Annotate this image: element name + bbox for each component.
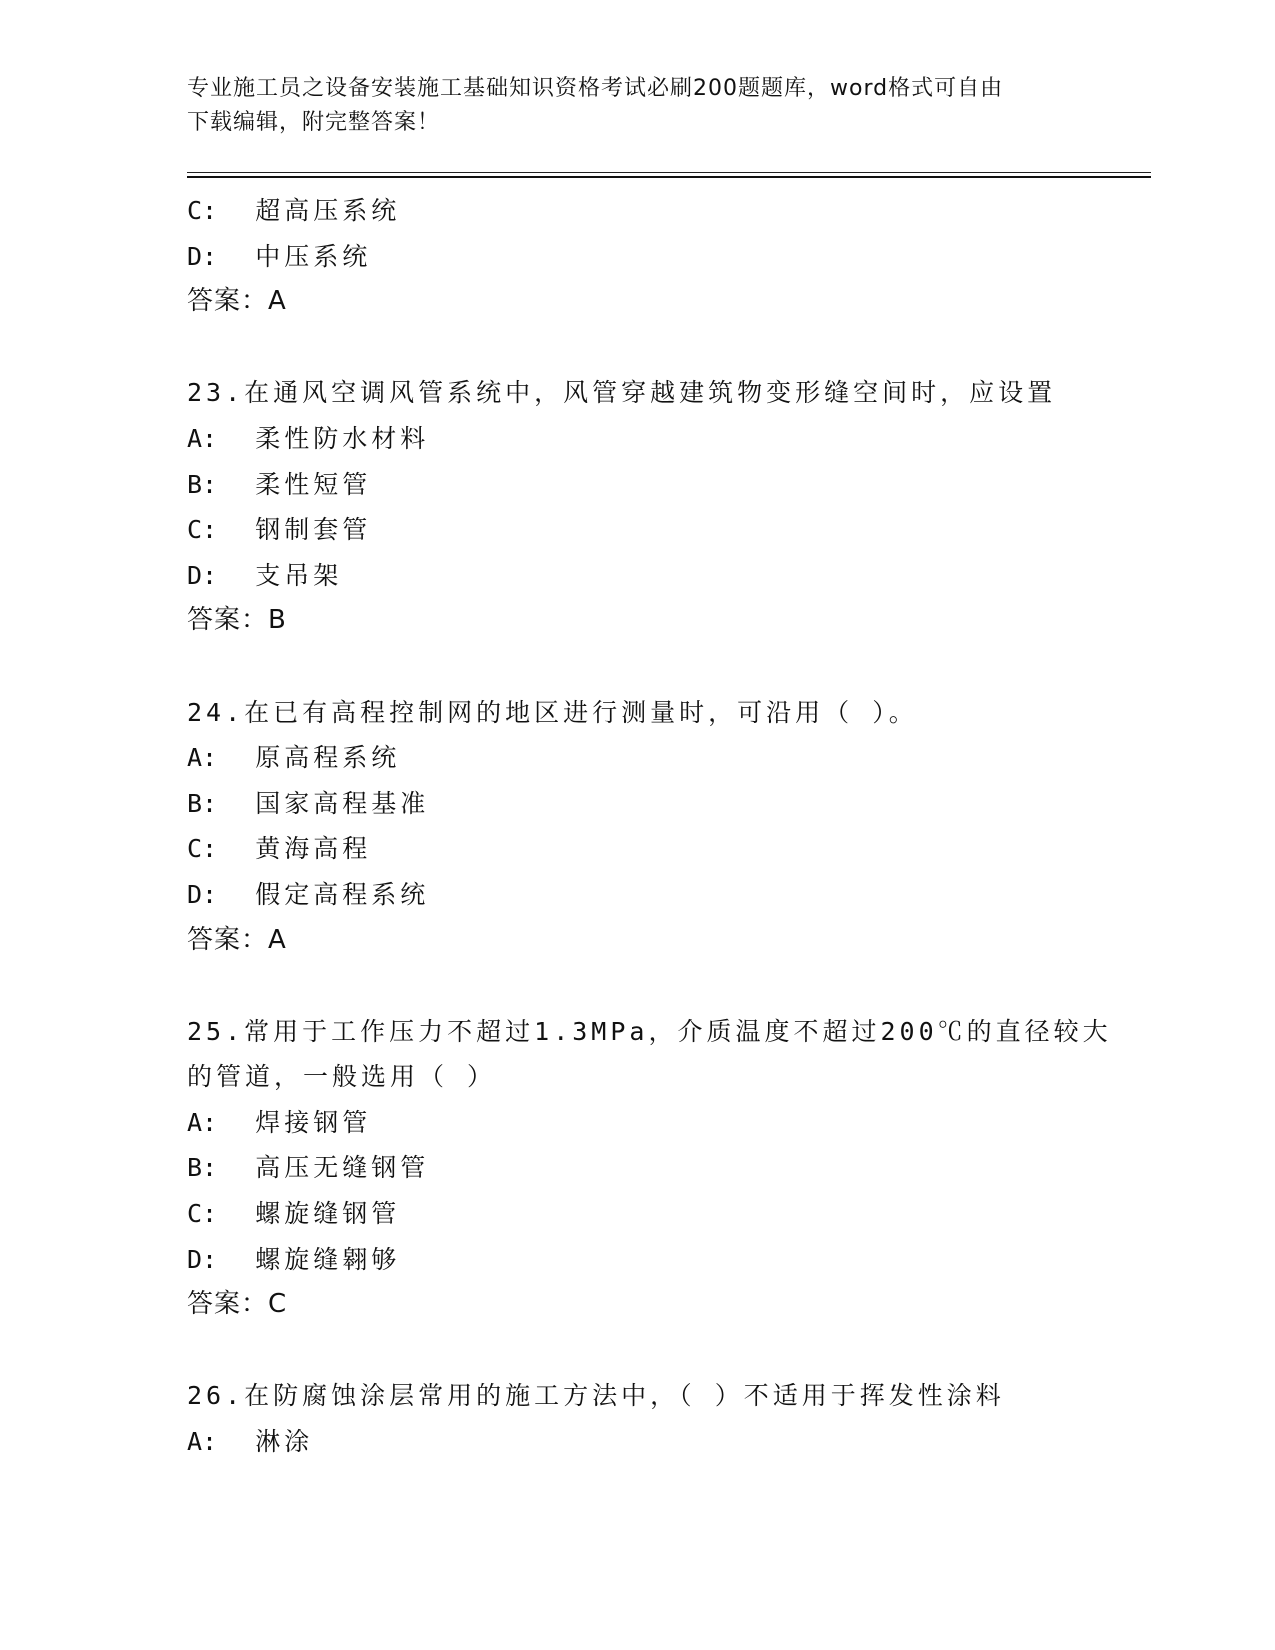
option-label: B: bbox=[187, 469, 218, 499]
answer-line: 答案：A bbox=[187, 924, 287, 955]
option-item bbox=[187, 416, 1087, 462]
option-label: A: bbox=[187, 1107, 218, 1137]
option-label: D: bbox=[187, 560, 218, 590]
question-block bbox=[187, 370, 1087, 689]
option-item bbox=[187, 735, 1087, 781]
question-text: 25.常用于工作压力不超过1.3MPa，介质温度不超过200℃的直径较大 bbox=[187, 1016, 1112, 1046]
question-block bbox=[187, 1009, 1112, 1374]
option-label: D: bbox=[187, 879, 218, 909]
option-text: 国家高程基准 bbox=[255, 788, 430, 818]
question-text: 26.在防腐蚀涂层常用的施工方法中，（ ）不适用于挥发性涂料 bbox=[187, 1381, 1005, 1411]
option-text: 柔性短管 bbox=[255, 469, 372, 499]
option-label: D: bbox=[187, 1244, 218, 1274]
option-item bbox=[187, 1237, 1087, 1283]
header-rule-thick bbox=[187, 176, 1151, 178]
option-label: C: bbox=[187, 515, 218, 545]
option-text: 原高程系统 bbox=[255, 743, 401, 773]
option-label: B: bbox=[187, 788, 218, 818]
option-item bbox=[187, 234, 1087, 280]
option-text: 超高压系统 bbox=[255, 196, 401, 225]
option-text: 高压无缝钢管 bbox=[255, 1153, 430, 1183]
question-block bbox=[187, 690, 1087, 1009]
option-label: C: bbox=[187, 196, 218, 225]
option-text: 焊接钢管 bbox=[255, 1107, 372, 1137]
header-line-2: 下载编辑，附完整答案！ bbox=[187, 110, 441, 135]
option-item bbox=[187, 188, 1087, 234]
option-item bbox=[187, 781, 1087, 827]
option-label: C: bbox=[187, 834, 218, 864]
option-text: 支吊架 bbox=[255, 560, 343, 590]
option-text: 淋涂 bbox=[255, 1427, 314, 1457]
option-label: A: bbox=[187, 1427, 218, 1457]
question-text: 的管道，一般选用（ ） bbox=[187, 1062, 497, 1092]
question-text: 23.在通风空调风管系统中，风管穿越建筑物变形缝空间时，应设置 bbox=[187, 378, 1057, 408]
answer-line: 答案：A bbox=[187, 286, 287, 317]
option-text: 假定高程系统 bbox=[255, 879, 430, 909]
document-header bbox=[187, 72, 1087, 140]
option-text: 钢制套管 bbox=[255, 515, 372, 545]
option-item bbox=[187, 1419, 1087, 1465]
answer-line: 答案：B bbox=[187, 605, 287, 636]
option-text: 中压系统 bbox=[255, 241, 372, 271]
option-item bbox=[187, 872, 1087, 918]
option-text: 柔性防水材料 bbox=[255, 423, 430, 453]
question-text: 24.在已有高程控制网的地区进行测量时，可沿用（ ）。 bbox=[187, 697, 918, 727]
block-spacer bbox=[187, 1328, 1087, 1374]
option-item bbox=[187, 826, 1087, 872]
answer-line: 答案：C bbox=[187, 1289, 288, 1320]
question-block bbox=[187, 1373, 1087, 1464]
option-item bbox=[187, 462, 1087, 508]
option-item bbox=[187, 1191, 1087, 1237]
block-spacer bbox=[187, 963, 1087, 1009]
option-item bbox=[187, 507, 1087, 553]
option-text: 螺旋缝翱够 bbox=[255, 1244, 401, 1274]
block-spacer bbox=[187, 644, 1087, 690]
header-rule-thin bbox=[187, 172, 1151, 173]
option-item bbox=[187, 553, 1087, 599]
option-text: 黄海高程 bbox=[255, 834, 372, 864]
option-text: 螺旋缝钢管 bbox=[255, 1199, 401, 1229]
question-list bbox=[187, 188, 1112, 1465]
option-item bbox=[187, 1100, 1087, 1146]
option-label: A: bbox=[187, 423, 218, 453]
header-line-1: 专业施工员之设备安装施工基础知识资格考试必刷200题题库，word格式可自由 bbox=[187, 76, 1004, 101]
block-spacer bbox=[187, 325, 1087, 371]
option-item bbox=[187, 1145, 1087, 1191]
option-label: B: bbox=[187, 1153, 218, 1183]
option-label: D: bbox=[187, 241, 218, 271]
question-block bbox=[187, 188, 1087, 370]
option-label: C: bbox=[187, 1199, 218, 1229]
option-label: A: bbox=[187, 743, 218, 773]
